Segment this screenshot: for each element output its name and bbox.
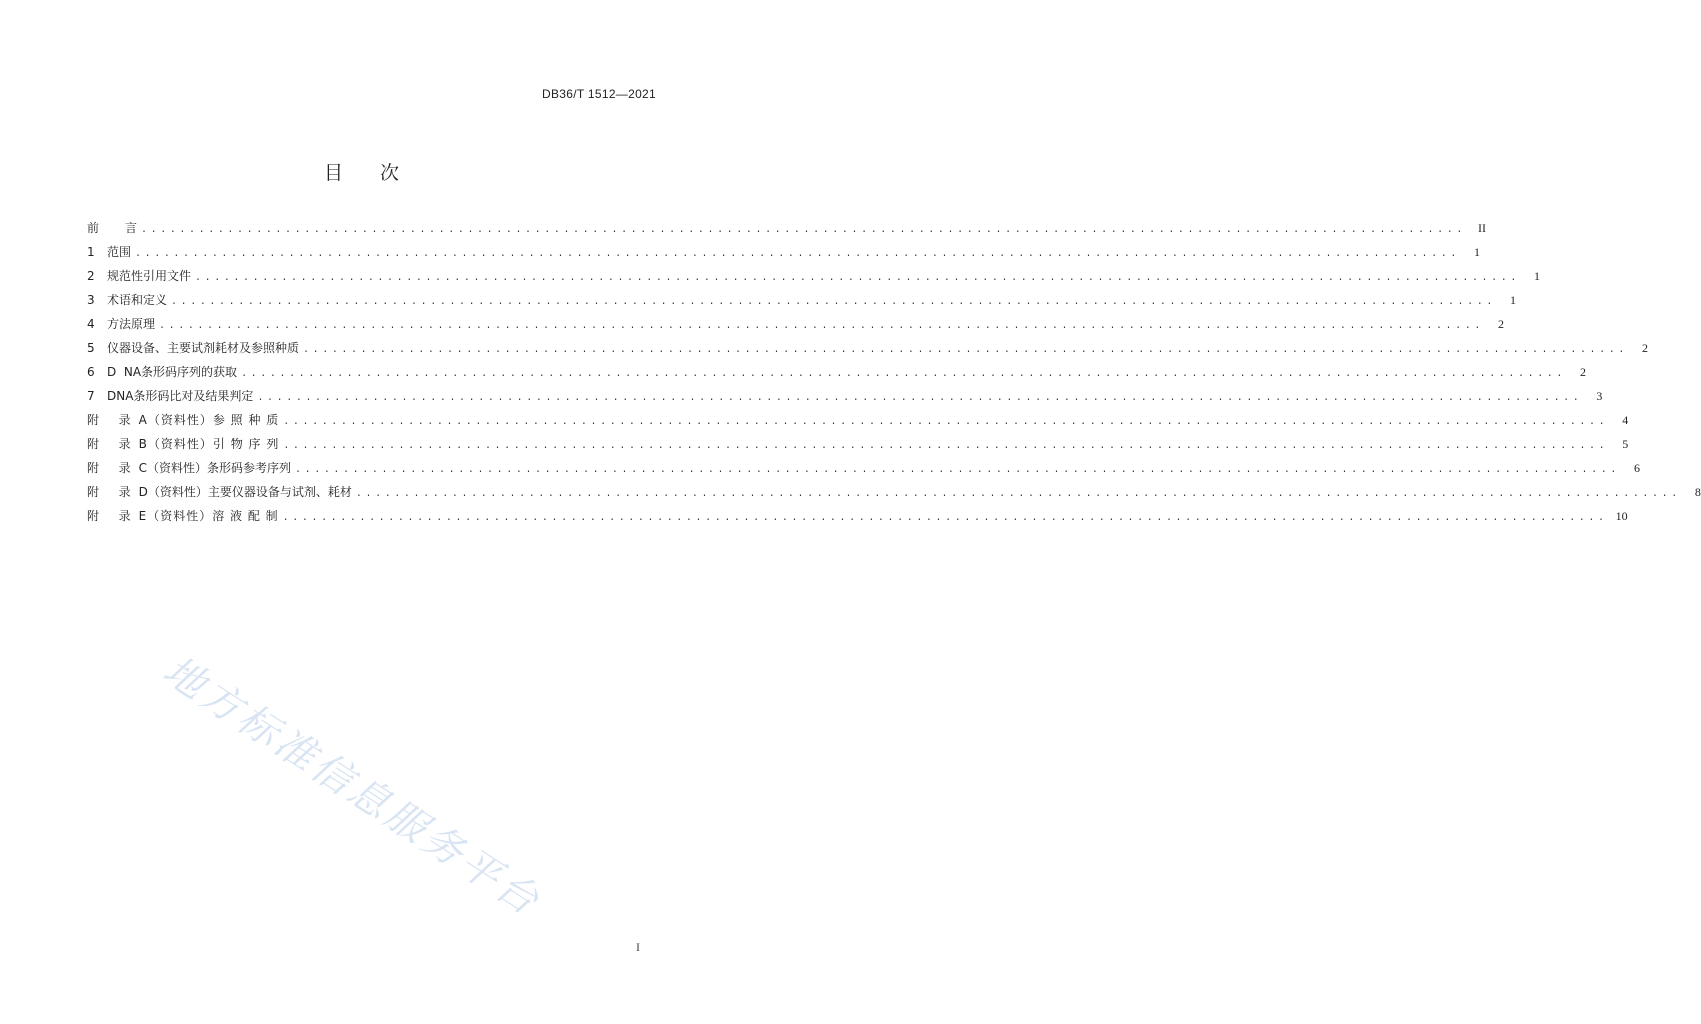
toc-entry-page: II [1477, 221, 1486, 235]
toc-entry-appendix-a[interactable] [87, 412, 1629, 436]
toc-entry-appendix-c[interactable] [87, 460, 1640, 484]
table-of-contents [87, 220, 1701, 532]
toc-leader-dots: .......................................................................................................................................... [141, 225, 1466, 236]
toc-entry-number: 1 [87, 245, 95, 259]
toc-leader-dots: .......................................................................................................................................... [295, 465, 1620, 476]
toc-entry-normative-references[interactable] [87, 268, 1540, 292]
toc-entry-number: 7 [87, 389, 95, 403]
toc-entry-number: 2 [87, 269, 95, 283]
toc-entry-label: D（资料性）主要仪器设备与试剂、耗材 [138, 485, 352, 499]
document-code: DB36/T 1512—2021 [542, 87, 656, 101]
toc-entry-page: 2 [1580, 365, 1586, 379]
toc-entry-label: E（资料性）溶 液 配 制 [138, 509, 279, 523]
toc-entry-page: 5 [1622, 437, 1629, 451]
toc-entry-number: 附 录 [87, 509, 135, 523]
toc-entry-number: 5 [87, 341, 95, 355]
toc-entry-label: D NA条形码序列的获取 [107, 365, 238, 379]
toc-entry-sequence-acquisition[interactable] [87, 364, 1586, 388]
toc-entry-page: 6 [1633, 461, 1640, 475]
toc-entry-number: 前 [87, 221, 100, 235]
toc-leader-dots: .......................................................................................................................................... [135, 249, 1460, 260]
toc-entry-page: 3 [1596, 389, 1603, 403]
toc-entry-preface[interactable] [87, 220, 1486, 244]
toc-entry-label: A（资料性）参 照 种 质 [138, 413, 280, 427]
toc-entry-principle[interactable] [87, 316, 1504, 340]
footer-page-number: I [636, 940, 640, 954]
toc-entry-appendix-b[interactable] [87, 436, 1629, 460]
toc-entry-label: 规范性引用文件 [107, 269, 192, 283]
toc-entry-number: 3 [87, 293, 95, 307]
toc-entry-label: 方法原理 [107, 317, 156, 331]
toc-entry-label: 言 [125, 221, 138, 235]
toc-leader-dots: .......................................................................................................................................... [355, 489, 1681, 500]
toc-leader-dots: .......................................................................................................................................... [303, 345, 1628, 356]
toc-title-part1: 目 [323, 162, 344, 184]
toc-leader-dots: .......................................................................................................................................... [283, 417, 1609, 428]
toc-leader-dots: .......................................................................................................................................... [283, 441, 1609, 452]
toc-entry-page: 2 [1497, 317, 1504, 331]
toc-entry-page: 1 [1533, 269, 1540, 283]
toc-entry-page: 4 [1622, 413, 1629, 427]
toc-entry-number: 附 录 [87, 413, 135, 427]
toc-leader-dots: .......................................................................................................................................... [282, 513, 1608, 524]
toc-entry-page: 8 [1694, 485, 1701, 499]
toc-entry-page: 1 [1509, 293, 1516, 307]
toc-entry-scope[interactable] [87, 244, 1480, 268]
toc-title [0, 158, 724, 185]
watermark: 地方标准信息服务平台 [155, 647, 550, 926]
toc-leader-dots: .......................................................................................................................................... [159, 321, 1484, 332]
toc-title-part2: 次 [380, 162, 401, 184]
toc-leader-dots: .......................................................................................................................................... [171, 297, 1496, 308]
toc-entry-number: 6 [87, 365, 95, 379]
toc-entry-label: 术语和定义 [107, 293, 168, 307]
toc-entry-label: DNA条形码比对及结果判定 [107, 389, 254, 403]
toc-entry-equipment[interactable] [87, 340, 1648, 364]
toc-entry-appendix-e[interactable] [87, 508, 1628, 532]
toc-entry-appendix-d[interactable] [87, 484, 1701, 508]
toc-entry-label: B（资料性）引 物 序 列 [138, 437, 280, 451]
toc-leader-dots: .......................................................................................................................................... [257, 393, 1583, 404]
toc-entry-label: 仪器设备、主要试剂耗材及参照种质 [107, 341, 300, 355]
toc-entry-terms[interactable] [87, 292, 1516, 316]
toc-entry-number: 4 [87, 317, 95, 331]
toc-entry-number: 附 录 [87, 461, 135, 475]
toc-entry-page: 1 [1473, 245, 1480, 259]
toc-entry-page: 2 [1641, 341, 1648, 355]
toc-entry-number: 附 录 [87, 437, 135, 451]
toc-entry-page: 10 [1615, 509, 1628, 523]
toc-entry-barcode-comparison[interactable] [87, 388, 1603, 412]
toc-entry-label: C（资料性）条形码参考序列 [138, 461, 292, 475]
toc-leader-dots: .......................................................................................................................................... [241, 369, 1566, 380]
toc-entry-number: 附 录 [87, 485, 135, 499]
toc-entry-label: 范围 [107, 245, 132, 259]
toc-leader-dots: .......................................................................................................................................... [195, 273, 1520, 284]
